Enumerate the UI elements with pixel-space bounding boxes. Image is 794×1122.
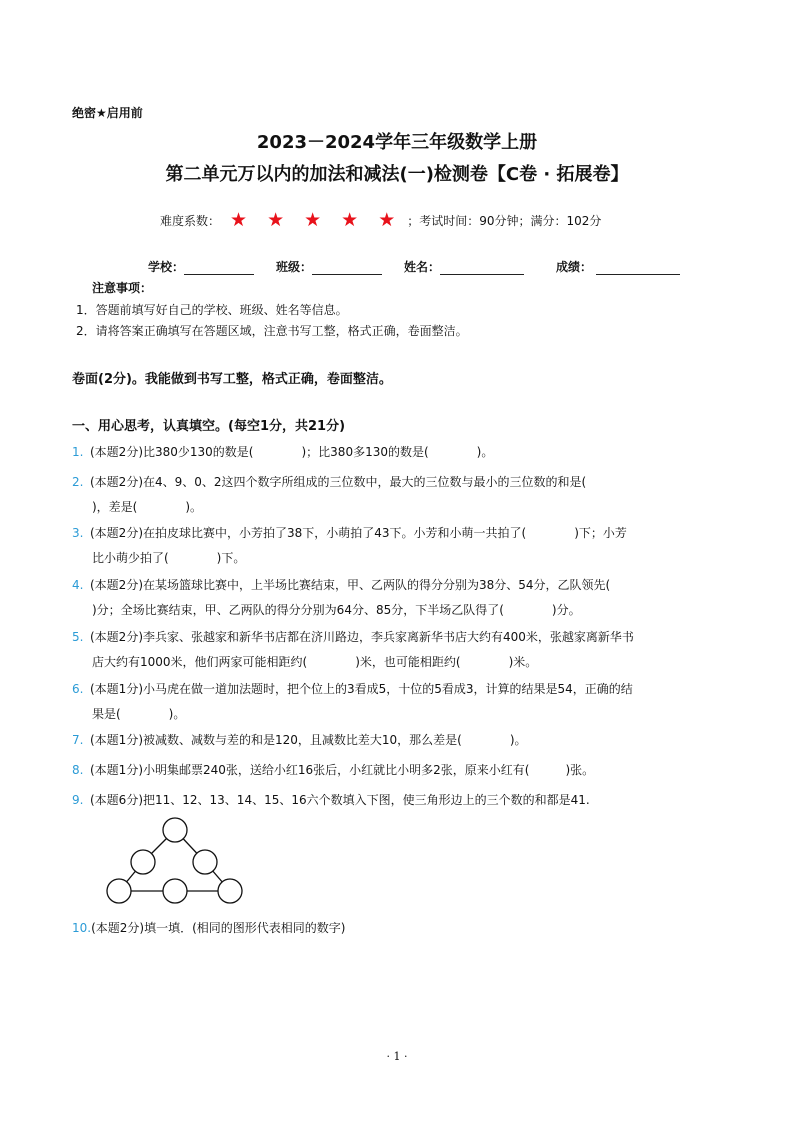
question-number: 2.	[72, 475, 84, 489]
difficulty-label: 难度系数：	[160, 213, 221, 228]
question-text: (本题1分)小明集邮票240张，送给小红16张后，小红就比小明多2张，原来小红有( )张。	[90, 763, 595, 777]
question-text: (本题2分)李兵家、张越家和新华书店都在济川路边，李兵家离新华书店大约有400米，张越家离新华书	[90, 630, 634, 644]
question-text: (本题2分)在拍皮球比赛中，小芳拍了38下，小萌拍了43下。小芳和小萌一共拍了( )下；小芳	[90, 526, 627, 540]
difficulty-row	[160, 211, 601, 229]
question-number: 3.	[72, 526, 84, 540]
blank-circle[interactable]	[107, 879, 131, 903]
exam-title-line1: 2023－2024学年三年级数学上册	[256, 132, 538, 153]
secret-label: 绝密★启用前	[72, 106, 143, 120]
neatness-statement: 卷面(2分)。我能做到书写工整，格式正确，卷面整洁。	[72, 372, 392, 387]
page-number: · 1 ·	[386, 1050, 408, 1063]
name-field[interactable]	[404, 258, 524, 275]
question-text: (本题6分)把11、12、13、14、15、16六个数填入下图，使三角形边上的三个数的和都是41.	[90, 793, 590, 807]
question-7	[72, 728, 722, 753]
score-label: 成绩：	[556, 260, 593, 274]
blank-circle[interactable]	[163, 879, 187, 903]
question-text: (本题2分)填一填．(相同的图形代表相同的数字)	[91, 921, 346, 935]
question-5	[72, 625, 722, 675]
star-icon: ★	[230, 209, 248, 231]
question-9	[72, 788, 722, 813]
question-text: (本题1分)被减数、减数与差的和是120，且减数比差大10，那么差是( )。	[90, 733, 527, 747]
star-icon: ★	[341, 209, 359, 231]
question-text-cont: 比小萌少拍了( )下。	[92, 551, 246, 565]
question-text-cont: 店大约有1000米，他们两家可能相距约( )米，也可能相距约( )米。	[92, 655, 538, 669]
exam-time-info: ；考试时间：90分钟；满分：102分	[407, 213, 602, 228]
question-text-cont: )，差是( )。	[92, 500, 203, 514]
difficulty-stars	[230, 211, 395, 229]
question-3	[72, 521, 722, 571]
student-info-row	[148, 258, 702, 275]
question-10	[72, 916, 722, 941]
star-icon: ★	[378, 209, 396, 231]
star-icon: ★	[267, 209, 285, 231]
question-number: 9.	[72, 793, 84, 807]
blank-circle[interactable]	[131, 850, 155, 874]
name-label: 姓名：	[404, 260, 441, 274]
question-text: (本题2分)比380少130的数是( )；比380多130的数是( )。	[90, 445, 494, 459]
blank-circle[interactable]	[218, 879, 242, 903]
question-4	[72, 573, 722, 623]
score-field[interactable]	[556, 258, 680, 275]
school-field[interactable]	[148, 258, 254, 275]
name-blank[interactable]	[440, 262, 524, 275]
exam-title-line2: 第二单元万以内的加法和减法(一)检测卷【C卷 · 拓展卷】	[165, 164, 629, 185]
question-1	[72, 440, 722, 465]
notes-heading: 注意事项：	[92, 281, 153, 295]
question-number: 8.	[72, 763, 84, 777]
question-text: (本题1分)小马虎在做一道加法题时，把个位上的3看成5，十位的5看成3，计算的结果是54，正确的结	[90, 682, 633, 696]
question-6	[72, 677, 722, 727]
question-number: 5.	[72, 630, 84, 644]
class-field[interactable]	[276, 258, 382, 275]
star-icon: ★	[304, 209, 322, 231]
question-number: 6.	[72, 682, 84, 696]
question-number: 10.	[72, 921, 92, 935]
question-text: (本题2分)在某场篮球比赛中，上半场比赛结束，甲、乙两队的得分分别为38分、54分，乙队领先(	[90, 578, 611, 592]
class-label: 班级：	[276, 260, 313, 274]
note-item: 2．请将答案正确填写在答题区域，注意书写工整，格式正确，卷面整洁。	[76, 324, 468, 338]
triangle-circles-diagram	[100, 812, 250, 910]
question-text: (本题2分)在4、9、0、2这四个数字所组成的三位数中，最大的三位数与最小的三位数的和是(	[90, 475, 587, 489]
question-8	[72, 758, 722, 783]
question-number: 4.	[72, 578, 84, 592]
school-label: 学校：	[148, 260, 185, 274]
question-text-cont: 果是( )。	[92, 707, 186, 721]
section-title: 一、用心思考，认真填空。(每空1分，共21分)	[72, 419, 346, 434]
blank-circle[interactable]	[163, 818, 187, 842]
score-blank[interactable]	[596, 262, 680, 275]
question-number: 1.	[72, 445, 84, 459]
class-blank[interactable]	[312, 262, 382, 275]
question-text-cont: )分；全场比赛结束，甲、乙两队的得分分别为64分、85分，下半场乙队得了( )分。	[92, 603, 581, 617]
note-item: 1．答题前填写好自己的学校、班级、姓名等信息。	[76, 303, 348, 317]
question-2	[72, 470, 722, 520]
question-number: 7.	[72, 733, 84, 747]
school-blank[interactable]	[184, 262, 254, 275]
blank-circle[interactable]	[193, 850, 217, 874]
